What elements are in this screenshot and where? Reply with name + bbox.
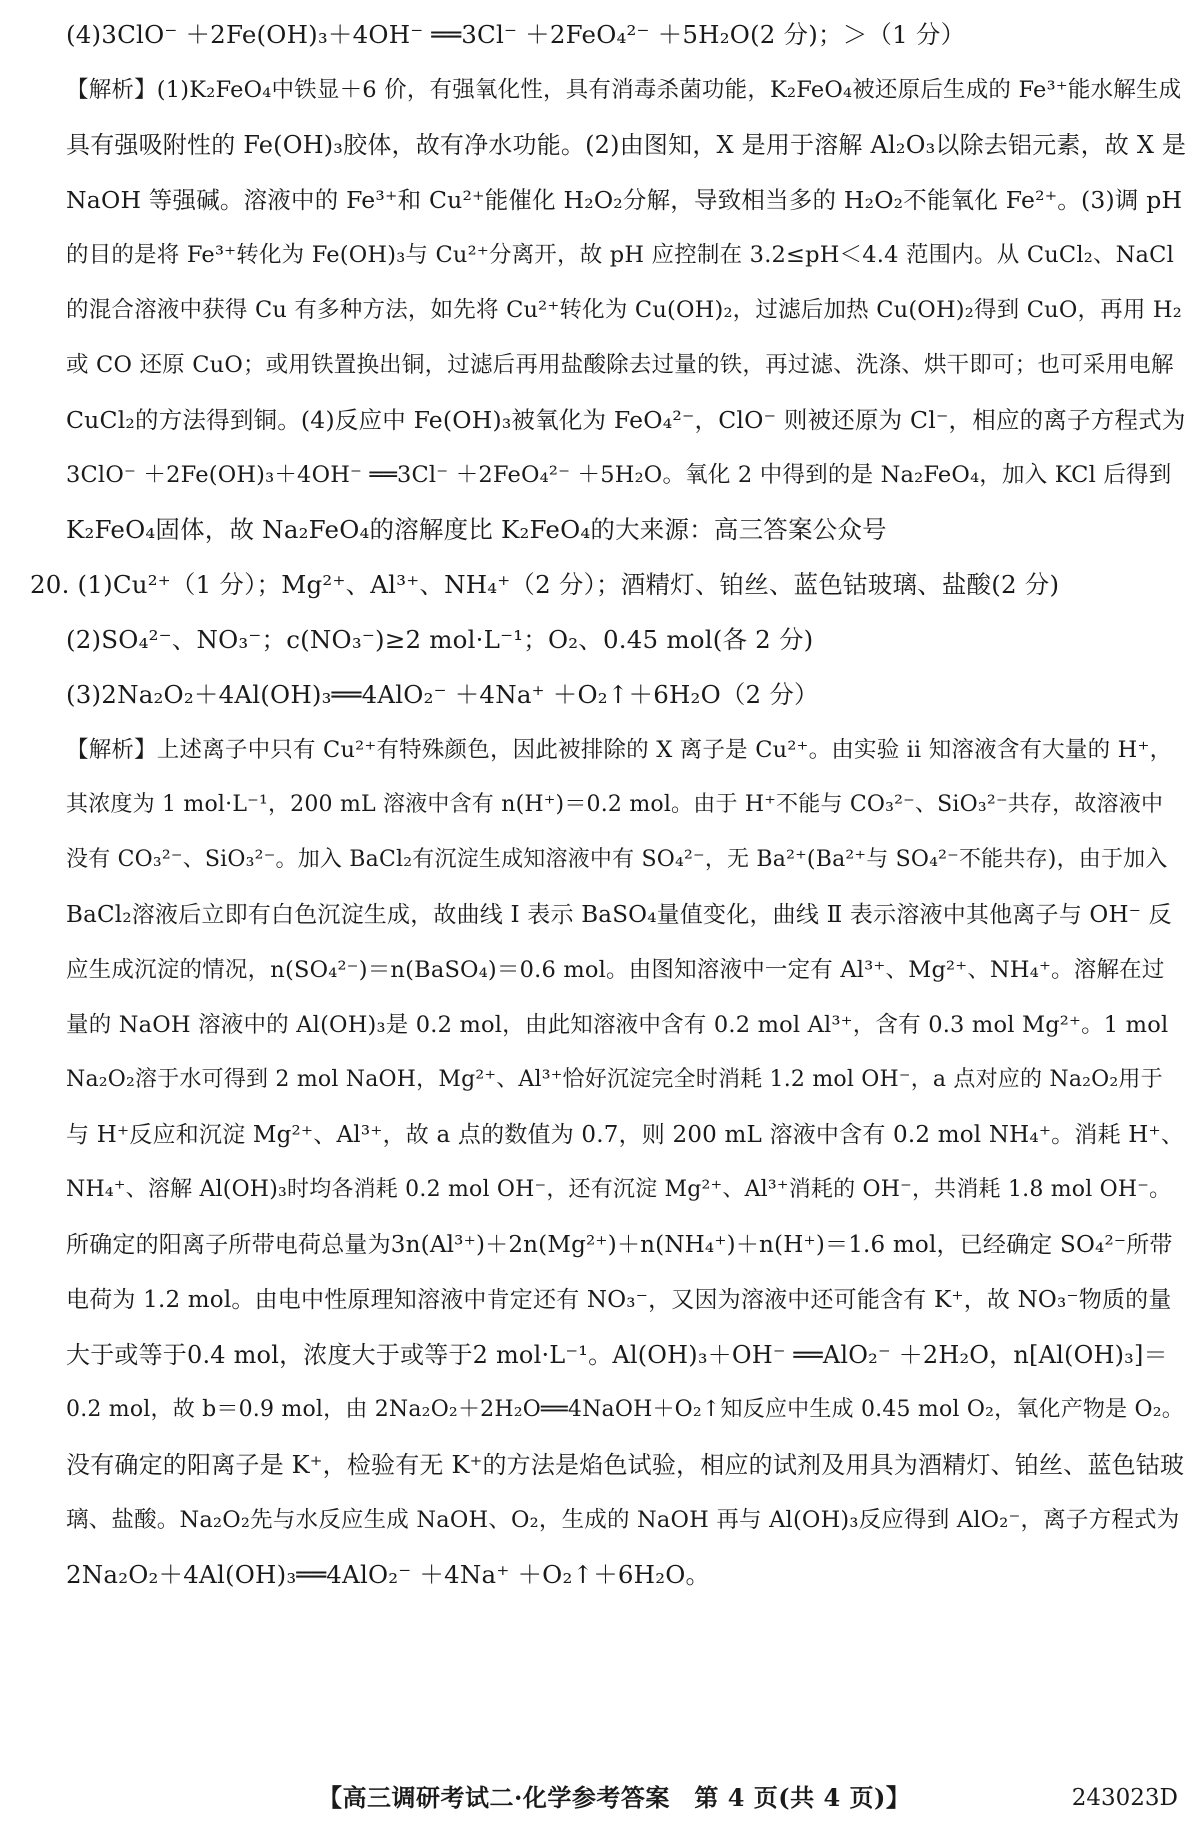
analysis-20-line-8: 与 H⁺反应和沉淀 Mg²⁺、Al³⁺，故 a 点的数值为 0.7，则 200 mL 溶液中含有 0.2 mol NH₄⁺。消耗 H⁺、: [66, 1122, 1185, 1148]
analysis-20-line-3: 没有 CO₃²⁻、SiO₃²⁻。加入 BaCl₂有沉淀生成知溶液中有 SO₄²⁻，无 Ba²⁺(Ba²⁺与 SO₄²⁻不能共存)，由于加入: [66, 847, 1168, 872]
page-footer: [0, 1778, 1200, 1818]
analysis-19-line-5: 的混合溶液中获得 Cu 有多种方法，如先将 Cu²⁺转化为 Cu(OH)₂，过滤后加热 Cu(OH)₂得到 CuO，再用 H₂: [66, 297, 1182, 323]
analysis-19-line-7: CuCl₂的方法得到铜。(4)反应中 Fe(OH)₃被氧化为 FeO₄²⁻，ClO⁻ 则被还原为 Cl⁻，相应的离子方程式为: [66, 406, 1186, 434]
analysis-20-line-1: 【解析】上述离子中只有 Cu²⁺有特殊颜色，因此被排除的 X 离子是 Cu²⁺。由实验 ⅱ 知溶液含有大量的 H⁺，: [66, 737, 1173, 763]
answer-19-4-equation: (4)3ClO⁻ ＋2Fe(OH)₃＋4OH⁻ ══3Cl⁻ ＋2FeO₄²⁻ ＋5H₂O(2 分)；＞（1 分）: [66, 20, 966, 49]
analysis-20-line-9: NH₄⁺、溶解 Al(OH)₃时均各消耗 0.2 mol OH⁻，还有沉淀 Mg²⁺、Al³⁺消耗的 OH⁻，共消耗 1.8 mol OH⁻。: [66, 1177, 1172, 1202]
answer-20-1: 20. (1)Cu²⁺（1 分）；Mg²⁺、Al³⁺、NH₄⁺（2 分）；酒精灯、铂丝、蓝色钴玻璃、盐酸(2 分): [30, 570, 1060, 599]
analysis-19-line-1: 【解析】(1)K₂FeO₄中铁显＋6 价，有强氧化性，具有消毒杀菌功能，K₂FeO₄被还原后生成的 Fe³⁺能水解生成: [66, 77, 1182, 103]
answer-20-3: (3)2Na₂O₂＋4Al(OH)₃══4AlO₂⁻ ＋4Na⁺ ＋O₂↑＋6H₂O（2 分）: [66, 680, 819, 709]
footer-title: 【高三调研考试二·化学参考答案 第 4 页(共 4 页)】: [318, 1783, 911, 1812]
analysis-20-line-11: 电荷为 1.2 mol。由电中性原理知溶液中肯定还有 NO₃⁻，又因为溶液中还可能含有 K⁺，故 NO₃⁻物质的量: [66, 1287, 1172, 1313]
footer-code: 243023D: [1071, 1785, 1178, 1811]
analysis-20-line-2: 其浓度为 1 mol·L⁻¹，200 mL 溶液中含有 n(H⁺)＝0.2 mol。由于 H⁺不能与 CO₃²⁻、SiO₃²⁻共存，故溶液中: [66, 792, 1164, 817]
analysis-20-line-13: 0.2 mol，故 b＝0.9 mol，由 2Na₂O₂＋2H₂O══4NaOH＋O₂↑知反应中生成 0.45 mol O₂，氧化产物是 O₂。: [66, 1397, 1184, 1422]
analysis-19-line-6: 或 CO 还原 CuO；或用铁置换出铜，过滤后再用盐酸除去过量的铁，再过滤、洗涤、烘干即可；也可采用电解: [66, 352, 1174, 378]
analysis-20-line-16: 2Na₂O₂＋4Al(OH)₃══4AlO₂⁻ ＋4Na⁺ ＋O₂↑＋6H₂O。: [66, 1560, 711, 1589]
analysis-20-line-10: 所确定的阳离子所带电荷总量为3n(Al³⁺)＋2n(Mg²⁺)＋n(NH₄⁺)＋n(H⁺)＝1.6 mol，已经确定 SO₄²⁻所带: [66, 1232, 1173, 1258]
analysis-19-line-3: NaOH 等强碱。溶液中的 Fe³⁺和 Cu²⁺能催化 H₂O₂分解，导致相当多的 H₂O₂不能氧化 Fe²⁺。(3)调 pH: [66, 186, 1183, 214]
analysis-19-line-4: 的目的是将 Fe³⁺转化为 Fe(OH)₃与 Cu²⁺分离开，故 pH 应控制在 3.2≤pH＜4.4 范围内。从 CuCl₂、NaCl: [66, 242, 1174, 268]
analysis-20-line-7: Na₂O₂溶于水可得到 2 mol NaOH，Mg²⁺、Al³⁺恰好沉淀完全时消耗 1.2 mol OH⁻，a 点对应的 Na₂O₂用于: [66, 1067, 1163, 1092]
analysis-20-line-6: 量的 NaOH 溶液中的 Al(OH)₃是 0.2 mol，由此知溶液中含有 0.2 mol Al³⁺，含有 0.3 mol Mg²⁺。1 mol: [66, 1012, 1169, 1038]
analysis-20-line-5: 应生成沉淀的情况，n(SO₄²⁻)＝n(BaSO₄)＝0.6 mol。由图知溶液中一定有 Al³⁺、Mg²⁺、NH₄⁺。溶解在过: [66, 957, 1165, 983]
analysis-19-line-2: 具有强吸附性的 Fe(OH)₃胶体，故有净水功能。(2)由图知，X 是用于溶解 Al₂O₃以除去铝元素，故 X 是: [66, 131, 1187, 159]
analysis-20-line-12: 大于或等于0.4 mol，浓度大于或等于2 mol·L⁻¹。Al(OH)₃＋OH⁻ ══AlO₂⁻ ＋2H₂O，n[Al(OH)₃]＝: [66, 1341, 1168, 1369]
analysis-20-line-4: BaCl₂溶液后立即有白色沉淀生成，故曲线 Ⅰ 表示 BaSO₄量值变化，曲线 Ⅱ 表示溶液中其他离子与 OH⁻ 反: [66, 902, 1172, 928]
analysis-19-line-9: K₂FeO₄固体，故 Na₂FeO₄的溶解度比 K₂FeO₄的大来源：高三答案公众号: [66, 515, 887, 544]
analysis-20-line-15: 璃、盐酸。Na₂O₂先与水反应生成 NaOH、O₂，生成的 NaOH 再与 Al(OH)₃反应得到 AlO₂⁻，离子方程式为: [66, 1507, 1180, 1533]
analysis-19-line-8: 3ClO⁻ ＋2Fe(OH)₃＋4OH⁻ ══3Cl⁻ ＋2FeO₄²⁻ ＋5H₂O。氧化 2 中得到的是 Na₂FeO₄，加入 KCl 后得到: [66, 462, 1172, 488]
analysis-20-line-14: 没有确定的阳离子是 K⁺，检验有无 K⁺的方法是焰色试验，相应的试剂及用具为酒精灯、铂丝、蓝色钴玻: [66, 1451, 1185, 1479]
answer-20-2: (2)SO₄²⁻、NO₃⁻；c(NO₃⁻)≥2 mol·L⁻¹；O₂、0.45 mol(各 2 分): [66, 625, 814, 654]
